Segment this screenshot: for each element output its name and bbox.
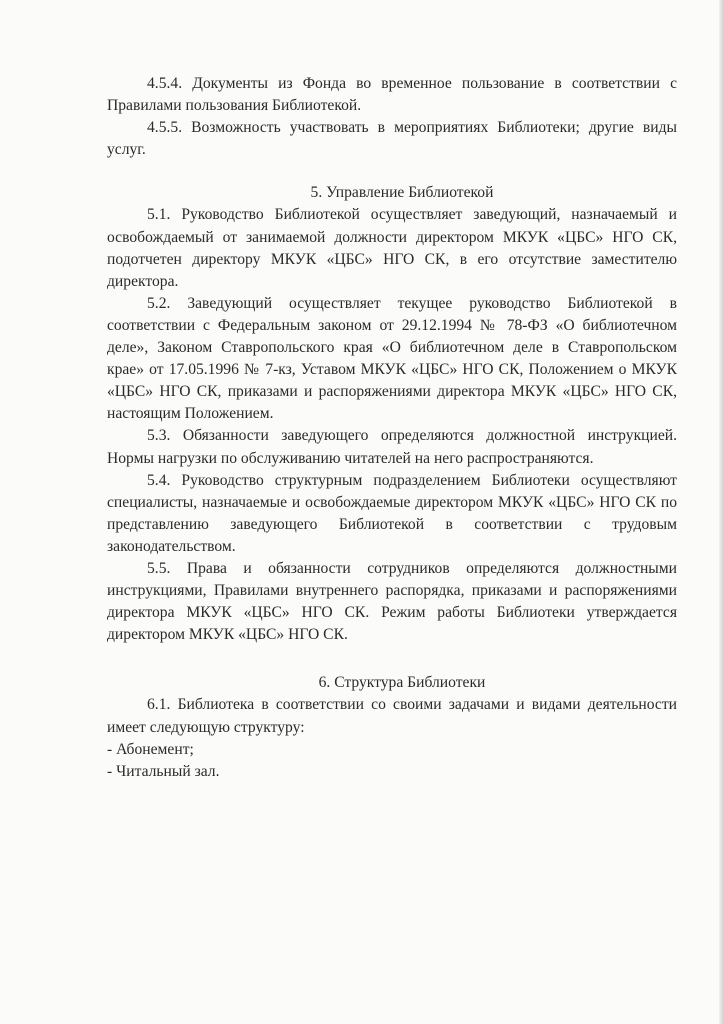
paragraph-5-5: 5.5. Права и обязанности сотрудников определяются должностными инструкциями, Правилами внутреннего распорядка, приказами и распоряжениями директора МКУК «ЦБС» НГО СК. Режим работы Библиотеки утверждается директором МКУК «ЦБС» НГО СК. — [107, 559, 677, 644]
paragraph-5-3: 5.3. Обязанности заведующего определяются должностной инструкцией. Нормы нагрузки по обслуживанию читателей на него распространяются. — [107, 427, 677, 467]
list-item-abonement: - Абонемент; — [107, 740, 194, 758]
paragraph-5-2: 5.2. Заведующий осуществляет текущее руководство Библиотекой в соответствии с Федеральным законом от 29.12.1994 № 78-ФЗ «О библиотечном деле», Законом Ставропольского края «О библиотечном деле в Ставропольском крае» от 17.05.1996 № 7-кз, Уставом МКУК «ЦБС» НГО СК, Положением о МКУК «ЦБС» НГО СК, приказами и распоряжениями директора МКУК «ЦБС» НГО СК, настоящим Положением. — [107, 294, 677, 423]
document-body — [107, 73, 677, 783]
paragraph-5-1: 5.1. Руководство Библиотекой осуществляет заведующий, назначаемый и освобождаемый от занимаемой должности директором МКУК «ЦБС» НГО СК, подотчетен директору МКУК «ЦБС» НГО СК, в его отсутствие заместителю директора. — [107, 206, 677, 290]
section-6-title: 6. Структура Библиотеки — [318, 674, 486, 692]
paragraph-5-4: 5.4. Руководство структурным подразделением Библиотеки осуществляют специалисты, назначаемые и освобождаемые директором МКУК «ЦБС» НГО СК по представлению заведующего Библиотекой в соответствии с трудовым законодательством. — [107, 471, 677, 555]
spacer — [107, 161, 677, 182]
paragraph-4-5-5: 4.5.5. Возможность участвовать в мероприятиях Библиотеки; другие виды услуг. — [107, 119, 677, 159]
paragraph-6-1: 6.1. Библиотека в соответствии со своими задачами и видами деятельности имеет следующую структуру: — [107, 696, 677, 736]
page-edge-shadow — [719, 0, 724, 1024]
list-item-reading-room: - Читальный зал. — [107, 762, 220, 780]
section-5-title: 5. Управление Библиотекой — [310, 184, 494, 202]
spacer — [107, 646, 677, 672]
paragraph-4-5-4: 4.5.4. Документы из Фонда во временное пользование в соответствии с Правилами пользования Библиотекой. — [107, 75, 677, 115]
